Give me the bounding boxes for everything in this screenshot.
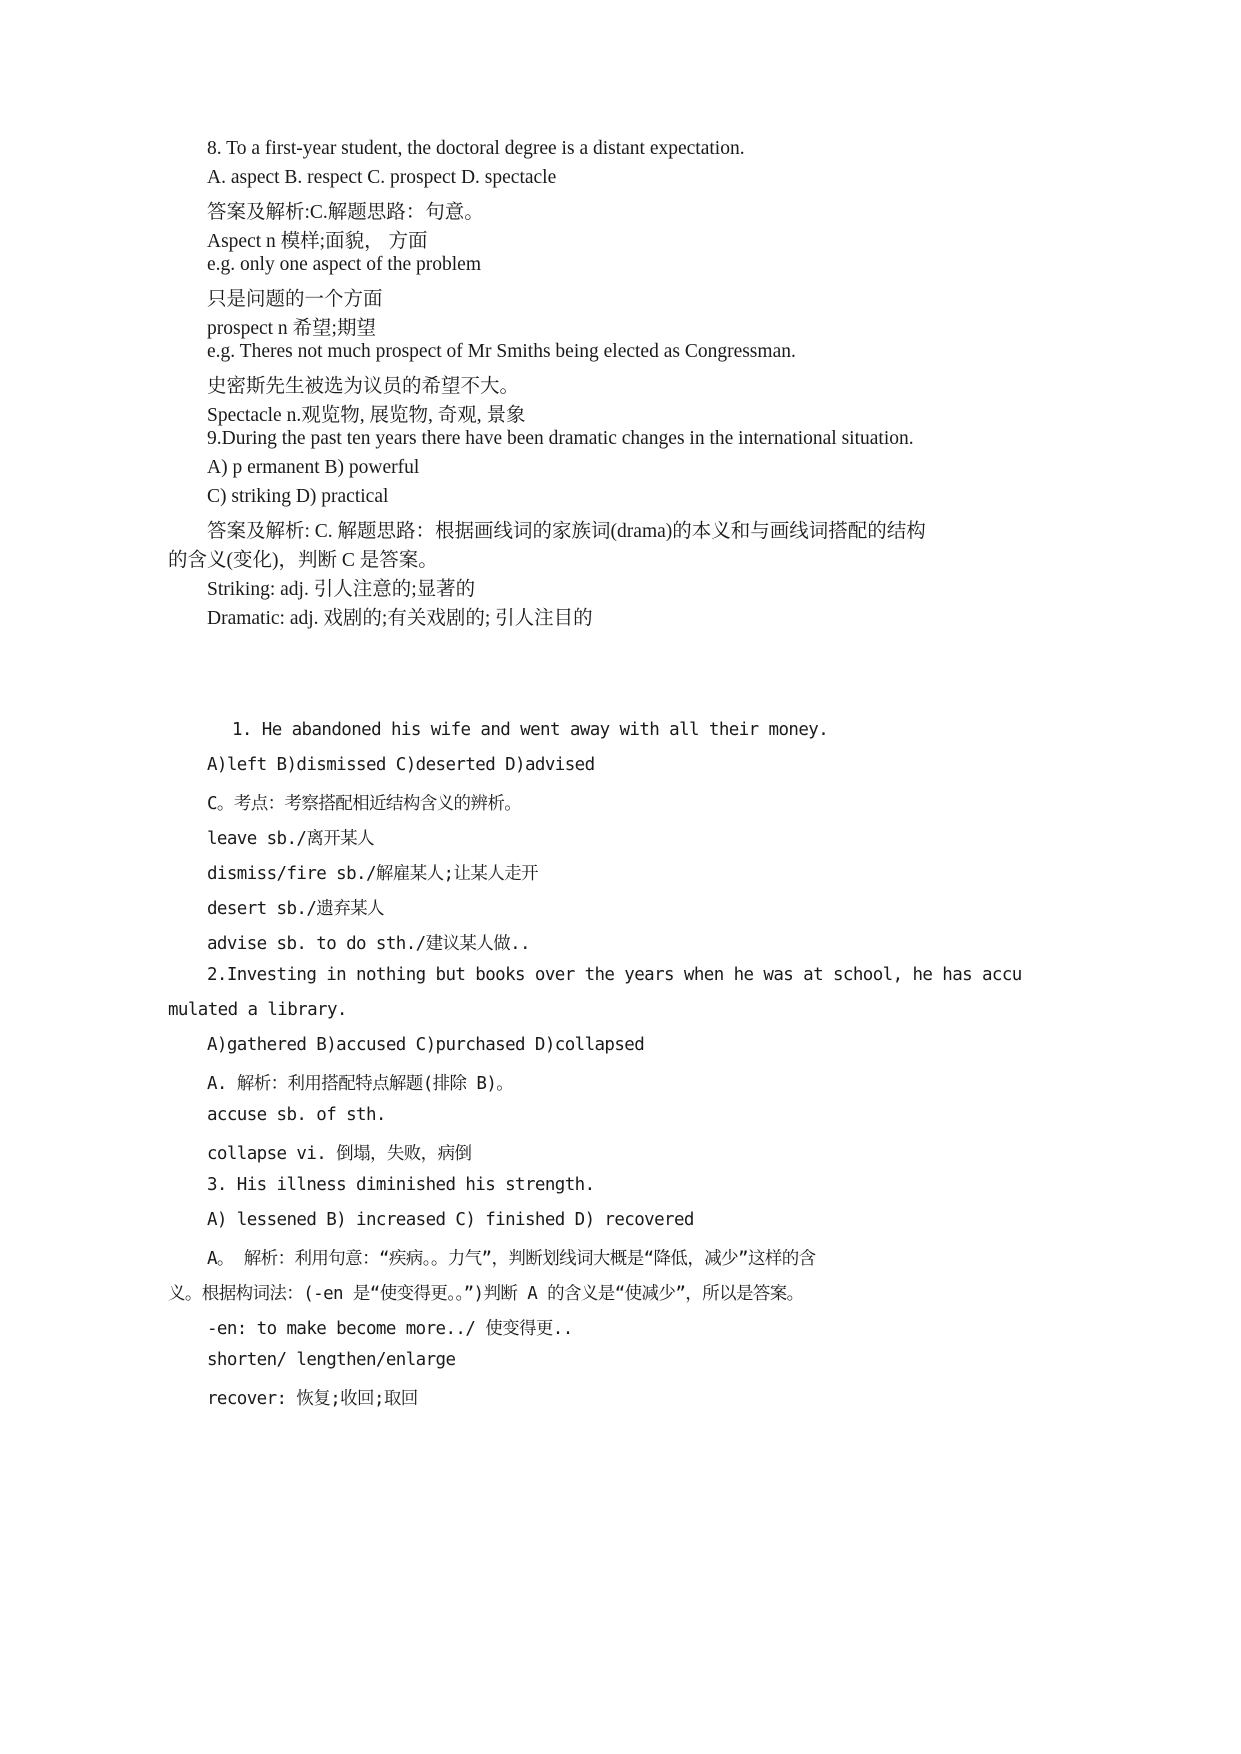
note-spectacle: Spectacle n.观览物, 展览物, 奇观, 景象: [207, 405, 526, 426]
note-leave: leave sb./离开某人: [207, 829, 374, 849]
note-striking: Striking: adj. 引人注意的;显著的: [207, 579, 476, 600]
note-aspect: Aspect n 模样;面貌， 方面: [207, 231, 428, 252]
example-prospect: e.g. Theres not much prospect of Mr Smiths being elected as Congressman.: [207, 341, 796, 362]
question-1-options: A)left B)dismissed C)deserted D)advised: [207, 755, 595, 775]
note-desert: desert sb./遗弃某人: [207, 899, 384, 919]
note-recover: recover: 恢复;收回;取回: [207, 1389, 418, 1409]
question-9-text: 9.During the past ten years there have been dramatic changes in the international situation.: [207, 428, 914, 449]
note-dismiss: dismiss/fire sb./解雇某人;让某人走开: [207, 864, 538, 884]
question-9-options-cd: C) striking D) practical: [207, 486, 389, 507]
question-3-options: A) lessened B) increased C) finished D) recovered: [207, 1210, 694, 1230]
question-3-answer: A。 解析：利用句意：“疾病。。力气”，判断划线词大概是“降低，减少”这样的含: [207, 1249, 816, 1269]
question-9-answer-continued: 的含义(变化)，判断 C 是答案。: [168, 550, 438, 571]
note-collapse: collapse vi. 倒塌，失败，病倒: [207, 1144, 472, 1164]
question-8-answer: 答案及解析:C.解题思路：句意。: [207, 202, 484, 223]
question-2-text: 2.Investing in nothing but books over the years when he was at school, he has accu: [207, 965, 1022, 985]
note-advise: advise sb. to do sth./建议某人做..: [207, 934, 530, 954]
note-dramatic: Dramatic: adj. 戏剧的;有关戏剧的; 引人注目的: [207, 608, 593, 629]
question-3-answer-continued: 义。根据构词法：(-en 是“使变得更。。”)判断 A 的含义是“使减少”，所以是答案。: [168, 1284, 804, 1304]
note-en-examples: shorten/ lengthen/enlarge: [207, 1350, 456, 1370]
example-aspect: e.g. only one aspect of the problem: [207, 254, 481, 275]
question-3-text: 3. His illness diminished his strength.: [207, 1175, 595, 1195]
question-2-text-continued: mulated a library.: [168, 1000, 347, 1020]
question-1-answer: C。考点：考察搭配相近结构含义的辨析。: [207, 794, 522, 814]
question-2-answer: A. 解析：利用搭配特点解题(排除 B)。: [207, 1074, 514, 1094]
question-8-options: A. aspect B. respect C. prospect D. spectacle: [207, 167, 557, 188]
example-prospect-translation: 史密斯先生被选为议员的希望不大。: [207, 376, 520, 397]
example-aspect-translation: 只是问题的一个方面: [207, 289, 383, 310]
note-en-suffix: -en: to make become more../ 使变得更..: [207, 1319, 573, 1339]
note-prospect: prospect n 希望;期望: [207, 318, 376, 339]
question-2-options: A)gathered B)accused C)purchased D)collapsed: [207, 1035, 645, 1055]
question-9-options-ab: A) p ermanent B) powerful: [207, 457, 420, 478]
question-8-text: 8. To a first-year student, the doctoral degree is a distant expectation.: [207, 138, 745, 159]
question-1-text: 1. He abandoned his wife and went away with all their money.: [232, 720, 829, 740]
note-accuse: accuse sb. of sth.: [207, 1105, 386, 1125]
question-9-answer: 答案及解析: C. 解题思路：根据画线词的家族词(drama)的本义和与画线词搭配的结构: [207, 521, 926, 542]
